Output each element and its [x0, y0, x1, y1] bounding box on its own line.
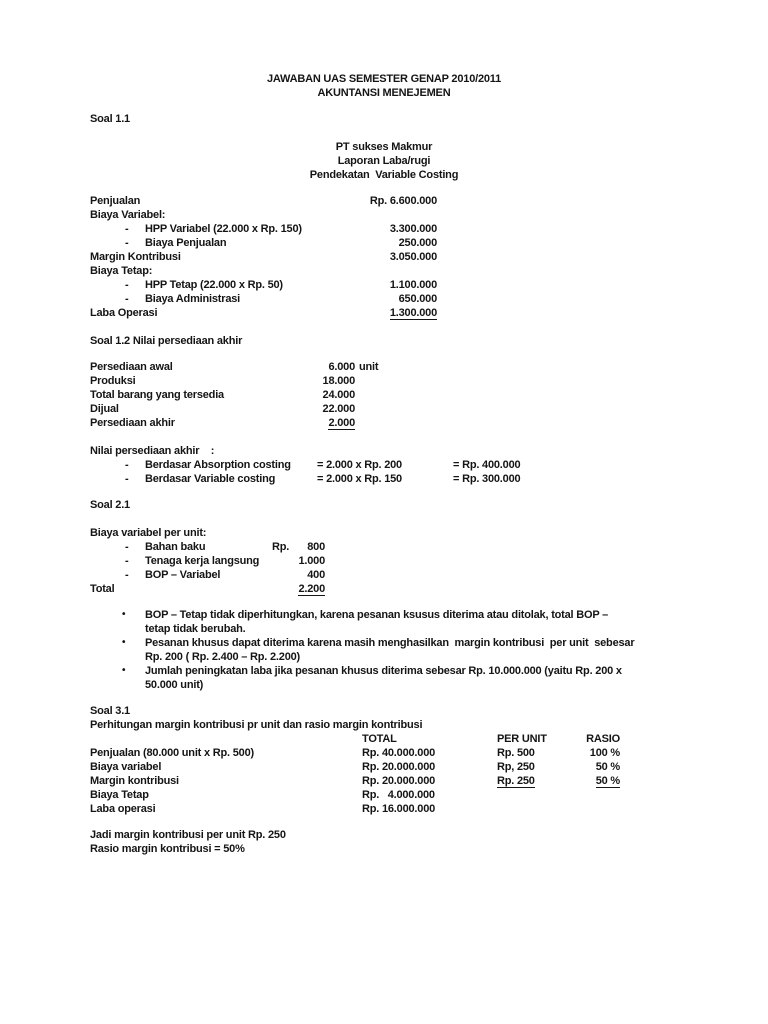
indent-spacer [90, 278, 125, 292]
row-label: HPP Variabel (22.000 x Rp. 150) [145, 223, 302, 235]
row-label: Penjualan (80.000 unit x Rp. 500) [90, 747, 254, 759]
row-label: Dijual [90, 403, 119, 415]
income-row-penjualan [90, 194, 768, 208]
indent-spacer [90, 540, 125, 554]
cell-per-unit: Rp, 250 [497, 761, 535, 773]
table-row-margin-kontribusi [90, 774, 768, 788]
report-company-name: PT sukses Makmur [335, 141, 433, 153]
inventory-row-dijual [90, 402, 768, 416]
note-line: Rp. 200 ( Rp. 2.400 – Rp. 2.200) [145, 651, 301, 663]
cell-rasio: 100 % [589, 747, 620, 759]
note-line: 50.000 unit) [145, 679, 204, 691]
note-bullet-pesanan-khusus [90, 636, 768, 664]
cell-rasio [570, 774, 620, 788]
row-label: Margin kontribusi [90, 775, 179, 787]
row-label: Laba operasi [90, 803, 156, 815]
row-amount: Rp. 6.600.000 [369, 195, 437, 207]
row-result: = Rp. 400.000 [453, 459, 521, 471]
bullet-icon: • [122, 637, 126, 648]
dash-marker: - [125, 293, 129, 305]
inventory-row-persediaan-akhir [90, 416, 768, 430]
cell-total: Rp. 40.000.000 [362, 747, 436, 759]
cost-row-bahan-baku [90, 540, 768, 554]
row-amount: 1.100.000 [389, 279, 437, 291]
indent-spacer [90, 608, 122, 636]
soal-2-1-heading: Soal 2.1 [90, 499, 130, 511]
cell-total: Rp. 16.000.000 [362, 803, 436, 815]
indent-spacer [90, 472, 125, 486]
analysis-notes [90, 608, 768, 692]
cell-per-unit: Rp. 500 [497, 747, 535, 759]
cell-total: Rp. 20.000.000 [362, 761, 436, 773]
row-amount [360, 306, 437, 320]
table-row-biaya-variabel [90, 760, 768, 774]
empty-header-cell [90, 732, 362, 746]
row-label: Persediaan akhir [90, 417, 175, 429]
bullet-icon: • [122, 665, 126, 676]
conclusion [90, 828, 768, 856]
contribution-margin-section [90, 704, 768, 816]
income-row-hpp-variabel [90, 222, 768, 236]
row-label: Margin Kontribusi [90, 251, 181, 263]
column-header-rasio: RASIO [586, 733, 620, 745]
note-line: Pesanan khusus dapat diterima karena masih menghasilkan margin kontribusi per unit sebesar [145, 637, 635, 649]
row-value: 1.000 [298, 555, 325, 567]
row-label: Biaya Variabel: [90, 209, 166, 221]
note-text [145, 664, 622, 692]
variable-cost-subheading: Biaya variabel per unit: [90, 527, 207, 539]
dash-marker: - [125, 237, 129, 249]
underlined-value: Rp. 250 [497, 775, 535, 787]
dash-marker: - [125, 473, 129, 485]
dash-marker: - [125, 459, 129, 471]
valuation-row-variable [90, 472, 768, 486]
row-label: Berdasar Variable costing [145, 473, 276, 485]
cell-per-unit [497, 774, 570, 788]
row-result: = Rp. 300.000 [453, 473, 521, 485]
note-text [145, 636, 634, 664]
inventory-row-total-barang [90, 388, 768, 402]
row-amount: 650.000 [398, 293, 437, 305]
row-value: 800 [307, 541, 325, 553]
dash-marker: - [125, 555, 129, 567]
bullet-icon: • [122, 609, 126, 620]
soal-3-1-heading: Soal 3.1 [90, 705, 130, 717]
note-line: BOP – Tetap tidak diperhitungkan, karena pesanan ksusus diterima atau ditolak, total BOP – [145, 609, 609, 621]
indent-spacer [90, 222, 125, 236]
row-label: Laba Operasi [90, 307, 158, 319]
column-header-total: TOTAL [362, 733, 397, 745]
income-row-biaya-tetap [90, 264, 768, 278]
cell-rasio: 50 % [595, 761, 620, 773]
row-label: Biaya Penjualan [145, 237, 227, 249]
row-amount: 250.000 [398, 237, 437, 249]
cell-total: Rp. 20.000.000 [362, 775, 436, 787]
row-label: Biaya variabel [90, 761, 162, 773]
row-value: 400 [307, 569, 325, 581]
indent-spacer [90, 292, 125, 306]
document-title-line1: JAWABAN UAS SEMESTER GENAP 2010/2011 [266, 73, 502, 85]
note-line: Jumlah peningkatan laba jika pesanan khusus diterima sebesar Rp. 10.000.000 (yaitu Rp. 200 x [145, 665, 622, 677]
soal-1-2-heading: Soal 1.2 Nilai persediaan akhir [90, 335, 243, 347]
document-title-line2: AKUNTANSI MENEJEMEN [317, 87, 451, 99]
note-line: tetap tidak berubah. [145, 623, 246, 635]
table-row-biaya-tetap [90, 788, 768, 802]
conclusion-line-margin-per-unit: Jadi margin kontribusi per unit Rp. 250 [90, 829, 286, 841]
income-statement [90, 194, 768, 320]
valuation-row-absorption [90, 458, 768, 472]
dash-marker: - [125, 569, 129, 581]
row-label: HPP Tetap (22.000 x Rp. 50) [145, 279, 283, 291]
row-label: Total barang yang tersedia [90, 389, 224, 401]
underlined-value: 1.300.000 [389, 307, 437, 319]
income-row-hpp-tetap [90, 278, 768, 292]
soal-3-1-subheading: Perhitungan margin kontribusi pr unit dan rasio margin kontribusi [90, 719, 423, 731]
row-label: Tenaga kerja langsung [145, 555, 260, 567]
indent-spacer [90, 664, 122, 692]
table-row-laba-operasi [90, 802, 768, 816]
indent-spacer [90, 458, 125, 472]
variable-cost-per-unit [90, 526, 768, 596]
row-label: Biaya Administrasi [145, 293, 241, 305]
cost-row-bop-variabel [90, 568, 768, 582]
row-label: BOP – Variabel [145, 569, 221, 581]
row-label: Biaya Tetap [90, 789, 149, 801]
row-value: 18.000 [322, 375, 355, 387]
row-value [310, 416, 355, 430]
underlined-value: 2.000 [328, 417, 355, 429]
inventory-row-persediaan-awal [90, 360, 768, 374]
row-label: Penjualan [90, 195, 141, 207]
note-bullet-peningkatan-laba [90, 664, 768, 692]
row-value: 22.000 [322, 403, 355, 415]
row-label: Persediaan awal [90, 361, 173, 373]
column-header-per-unit: PER UNIT [497, 733, 547, 745]
income-row-biaya-penjualan [90, 236, 768, 250]
cell-total: Rp. 4.000.000 [362, 789, 435, 801]
currency-prefix: Rp. [272, 541, 290, 553]
income-row-biaya-administrasi [90, 292, 768, 306]
income-row-laba-operasi [90, 306, 768, 320]
total-value [297, 582, 325, 596]
soal-1-1-heading: Soal 1.1 [90, 113, 130, 125]
note-text [145, 608, 608, 636]
row-value: 24.000 [322, 389, 355, 401]
row-label: Produksi [90, 375, 136, 387]
indent-spacer [90, 236, 125, 250]
row-amount: 3.050.000 [389, 251, 437, 263]
row-label: Bahan baku [145, 541, 206, 553]
ending-inventory-valuation [90, 444, 768, 486]
row-label: Berdasar Absorption costing [145, 459, 291, 471]
currency-prefix [272, 554, 297, 568]
table-header-row [90, 732, 768, 746]
income-row-margin-kontribusi [90, 250, 768, 264]
conclusion-line-rasio: Rasio margin kontribusi = 50% [90, 843, 245, 855]
currency-prefix [272, 568, 297, 582]
income-row-biaya-variabel [90, 208, 768, 222]
report-title: Laporan Laba/rugi [337, 155, 431, 167]
row-value: 6.000 [328, 361, 355, 373]
indent-spacer [90, 554, 125, 568]
inventory-row-produksi [90, 374, 768, 388]
dash-marker: - [125, 223, 129, 235]
valuation-heading: Nilai persediaan akhir : [90, 445, 215, 457]
cost-row-total [90, 582, 768, 596]
underlined-value: 2.200 [298, 583, 325, 595]
note-bullet-bop-tetap [90, 608, 768, 636]
dash-marker: - [125, 541, 129, 553]
cost-row-tenaga-kerja [90, 554, 768, 568]
underlined-value: 50 % [595, 775, 620, 787]
row-unit-suffix: unit [359, 361, 379, 373]
row-amount: 3.300.000 [389, 223, 437, 235]
dash-marker: - [125, 279, 129, 291]
row-formula: = 2.000 x Rp. 150 [317, 473, 402, 485]
inventory-schedule [90, 360, 768, 430]
total-label: Total [90, 583, 115, 595]
table-row-penjualan [90, 746, 768, 760]
row-label: Biaya Tetap: [90, 265, 153, 277]
indent-spacer [90, 568, 125, 582]
indent-spacer [90, 636, 122, 664]
report-approach: Pendekatan Variable Costing [309, 169, 459, 181]
row-formula: = 2.000 x Rp. 200 [317, 459, 402, 471]
